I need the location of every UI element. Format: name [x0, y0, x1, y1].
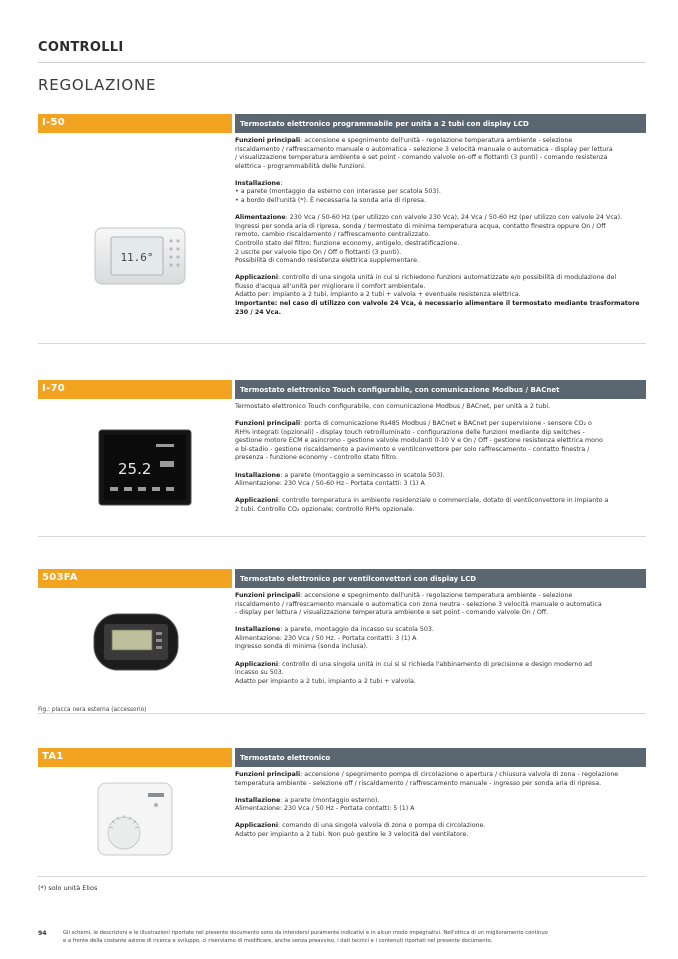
product-header-bar	[38, 569, 646, 588]
product-image-area	[38, 767, 235, 876]
label-applications: Applicazioni	[235, 822, 278, 830]
paragraph-functions: Funzioni principali: accensione e spegnimento dell'unità - regolazione temperatura ambiente - selezione riscaldamento / raffrescamento manuale o automatica con zona neutra - selezione 3 velocità manuale o automatica - display per lettura / visualizzazione temperatura ambiente e set point - comando valvole On / Off.	[235, 592, 602, 617]
product-i50	[38, 114, 646, 344]
product-description	[235, 399, 646, 536]
product-code: I-70	[38, 380, 232, 399]
label-applications: Applicazioni	[235, 274, 278, 282]
thermostat-503fa-image	[38, 588, 235, 698]
label-applications: Applicazioni	[235, 660, 278, 668]
touch-temperature-readout: 25.2	[118, 460, 152, 478]
product-image-area	[38, 588, 235, 713]
product-code: 503FA	[38, 569, 232, 588]
footnote: (*) solo unità Elios	[38, 884, 98, 892]
thermostat-i70-image	[38, 399, 235, 537]
paragraph-applications: Applicazioni: controllo di una singola unità in cui si si richieda l'abbinamento di precisione e design moderno ad incasso su 503. Adatto per impianto a 2 tubi, impianto a 2 tubi + valvola.	[235, 660, 593, 685]
image-caption: Fig.: placca nera esterna (accessorio)	[38, 707, 147, 713]
paragraph-installation: Installazione: • a parete (montaggio da esterno con interasse per scatola 503). • a bordo dell'unità (*). È necessaria la sonda aria di ripresa.	[235, 179, 441, 205]
product-description	[235, 133, 646, 343]
important-note-cont: 230 / 24 Vca.	[235, 308, 282, 316]
label-functions: Funzioni principali	[235, 420, 301, 428]
product-title: Termostato elettronico Touch configurabile, con comunicazione Modbus / BACnet	[235, 380, 646, 399]
label-applications: Applicazioni	[235, 497, 278, 505]
paragraph-functions: Funzioni principali: accensione e spegnimento dell'unità - regolazione temperatura ambiente - selezione riscaldamento / raffrescamento manuale o automatica - selezione 3 velocità manuale o automatica - display per lettura / visualizzazione temperatura ambiente e set point - comando valvole on-off e flottanti (3 punti) - comando resistenza elettrica - programmabilità delle funzioni.	[235, 137, 613, 170]
product-i70	[38, 380, 646, 537]
product-body	[38, 133, 646, 344]
paragraph-applications: Applicazioni: controllo temperatura in ambiente residenziale o commerciale, dotato di ventilconvettore in impianto a 2 tubi. Controllo CO₂ opzionale; controllo RH% opzionale.	[235, 497, 609, 513]
paragraph-applications: Applicazioni: comando di una singola valvola di zona o pompa di circolazione. Adatto per impianto a 2 tubi. Non può gestire le 3 velocità del ventilatore.	[235, 822, 486, 838]
product-description	[235, 767, 646, 876]
product-header-bar	[38, 114, 646, 133]
paragraph-installation: Installazione: a parete, montaggio da incasso su scatola 503. Alimentazione: 230 Vca / 50 Hz. - Portata contatti: 3 (1) A Ingresso sonda di minima (sonda inclusa).	[235, 626, 434, 651]
product-body	[38, 588, 646, 714]
paragraph-applications: Applicazioni: controllo di una singola unità in cui si richiedono funzioni automatizzate e/o possibilità di modulazione del flusso d'acqua all'unità per migliorare il comfort ambientale. Adatto per: impianto a 2 tubi, impianto a 2 tubi + valvola + eventuale resistenza elettrica. Importante: nel caso di utilizzo con valvole 24 Vca, è necessario alimentare il termostato mediante trasformatore 230 / 24 Vca.	[235, 274, 646, 317]
product-image-area	[38, 399, 235, 536]
product-header-bar	[38, 748, 646, 767]
label-installation: Installazione	[235, 471, 281, 479]
page-number: 94	[38, 930, 47, 937]
product-title: Termostato elettronico programmabile per unità a 2 tubi con display LCD	[235, 114, 646, 133]
label-power: Alimentazione	[235, 214, 286, 222]
label-functions: Funzioni principali	[235, 771, 301, 778]
subsection-title: REGOLAZIONE	[38, 76, 157, 94]
label-installation: Installazione	[235, 179, 281, 187]
lcd-temperature-readout: 11.6°	[120, 251, 154, 264]
product-ta1	[38, 748, 646, 877]
section-title: CONTROLLI	[38, 40, 646, 63]
paragraph-installation: Installazione: a parete (montaggio esterno). Alimentazione: 230 Vca / 50 Hz - Portata contatti: 5 (1) A	[235, 796, 415, 813]
label-installation: Installazione	[235, 796, 281, 804]
product-image-area	[38, 133, 235, 343]
disclaimer: Gli schemi, le descrizioni e le illustrazioni riportate nel presente documento sono da intendersi puramente indicativi e in alcun modo impegnativi. Nell'ottica di un miglioramento continuo e a fronte della costante azione di ricerca e sviluppo, ci riserviamo di modificare, anche senza preavviso, i dati tecnici e i contenuti riportati nel presente documento.	[63, 930, 548, 944]
paragraph-functions: Funzioni principali: porta di comunicazione Rs485 Modbus / BACnet e BACnet per supervisione - sensore CO₂ o RH% integrati (opzionali) - display touch retroilluminato - configurazione delle funzioni mediante dip switches - gestione motore ECM e asincrono - gestione valvole modulanti 0-10 V e On / Off - gestione resistenza elettrica mono e bi-stadio - gestione riscaldamento a pavimento e ventilconvettore per solo raffrescamento - contatto finestra / presenza - funzione economy - controllo stato filtro.	[235, 420, 603, 462]
product-503fa	[38, 569, 646, 714]
label-functions: Funzioni principali	[235, 137, 301, 144]
label-installation: Installazione	[235, 626, 281, 634]
thermostat-i50-image	[38, 133, 235, 344]
product-body	[38, 399, 646, 537]
product-title: Termostato elettronico	[235, 748, 646, 767]
label-functions: Funzioni principali	[235, 592, 301, 599]
product-code: TA1	[38, 748, 232, 767]
product-description	[235, 588, 646, 713]
important-note: Importante: nel caso di utilizzo con valvole 24 Vca, è necessario alimentare il termostato mediante trasformatore	[235, 300, 640, 307]
paragraph-power: Alimentazione: 230 Vca / 50-60 Hz (per utilizzo con valvole 230 Vca), 24 Vca / 50-60 Hz (per utilizzo con valvole 24 Vca). Ingressi per sonda aria di ripresa, sonda / termostato di minima temperatura acqua, contatto finestra oppure On / Off remoto, cambio riscaldamento / raffrescamento centralizzato. Controllo stato del filtro; funzione economy, antigelo, destratificazione. 2 uscite per valvole tipo On / Off o flottanti (3 punti). Possibilità di comando resistenza elettrica supplementare.	[235, 214, 623, 265]
product-header-bar	[38, 380, 646, 399]
page-header	[38, 40, 646, 94]
product-code: I-50	[38, 114, 232, 133]
thermostat-ta1-image	[38, 767, 235, 877]
product-body	[38, 767, 646, 877]
paragraph-installation: Installazione: a parete (montaggio a semincasso in scatola 503). Alimentazione: 230 Vca / 50-60 Hz - Portata contatti: 3 (1) A	[235, 471, 445, 488]
product-title: Termostato elettronico per ventilconvettori con display LCD	[235, 569, 646, 588]
paragraph-functions: Funzioni principali: accensione / spegnimento pompa di circolazione o apertura / chiusura valvola di zona - regolazione temperatura ambiente - selezione off / riscaldamento / raffrescamento manuale - ingresso per sonda aria di ripresa.	[235, 771, 619, 787]
paragraph-intro: Termostato elettronico Touch configurabile, con comunicazione Modbus / BACnet, per unità a 2 tubi.	[235, 403, 551, 410]
